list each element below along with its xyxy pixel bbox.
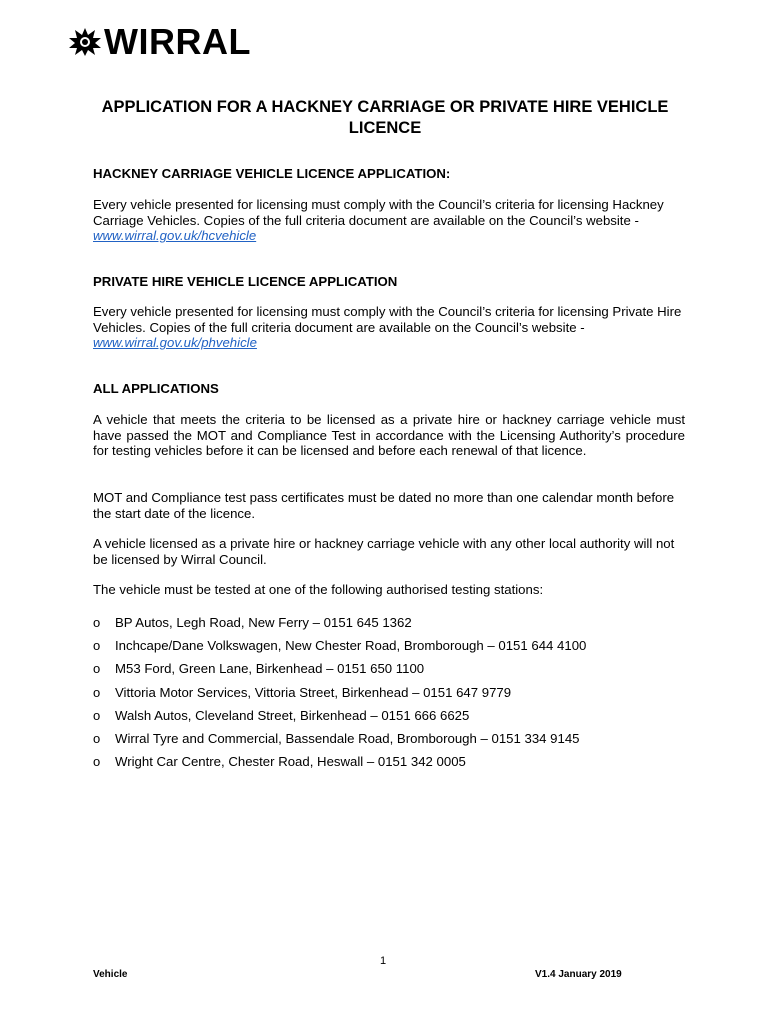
private-hire-heading: PRIVATE HIRE VEHICLE LICENCE APPLICATION — [93, 274, 398, 289]
list-item: o Vittoria Motor Services, Vittoria Street, Birkenhead – 0151 647 9779 — [93, 684, 512, 700]
footer-version: V1.4 January 2019 — [535, 969, 622, 980]
list-item: o BP Autos, Legh Road, New Ferry – 0151 645 1362 — [93, 615, 412, 631]
list-item: o Walsh Autos, Cleveland Street, Birkenhead – 0151 666 6625 — [93, 707, 470, 723]
all-applications-paragraph-3: A vehicle licensed as a private hire or hackney carriage vehicle with any other local authority will not be licensed by Wirral Council. — [93, 536, 675, 567]
all-applications-heading: ALL APPLICATIONS — [93, 381, 219, 396]
wirral-logo — [68, 21, 251, 62]
bullet-icon: o — [93, 707, 101, 723]
page-number: 1 — [380, 955, 387, 967]
all-applications-paragraph-1: A vehicle that meets the criteria to be licensed as a private hire or hackney carriage vehicle must have passed the MOT and Compliance Test in accordance with the Licensing Authority’s procedure for testing vehicles before it can be licensed and before each renewal of that licence. — [93, 412, 685, 459]
bullet-icon: o — [93, 754, 101, 770]
hackney-text: Every vehicle presented for licensing must comply with the Council’s criteria for licensing Hackney Carriage Vehicles. Copies of the full criteria document are available on the Council’s website - — [93, 197, 664, 228]
list-item: o Wirral Tyre and Commercial, Bassendale Road, Bromborough – 0151 334 9145 — [93, 731, 580, 747]
private-hire-text: Every vehicle presented for licensing must comply with the Council’s criteria for licensing Private Hire Vehicles. Copies of the full criteria document are available on the Council’s website - — [93, 304, 682, 335]
bullet-icon: o — [93, 731, 101, 747]
bullet-icon: o — [93, 661, 101, 677]
testing-stations-list — [93, 611, 586, 773]
all-applications-paragraph-4: The vehicle must be tested at one of the following authorised testing stations: — [93, 582, 544, 597]
bullet-icon: o — [93, 638, 101, 654]
bullet-icon: o — [93, 615, 101, 631]
wirral-emblem-icon — [68, 27, 102, 57]
list-item: o M53 Ford, Green Lane, Birkenhead – 0151 650 1100 — [93, 661, 425, 677]
hackney-heading: HACKNEY CARRIAGE VEHICLE LICENCE APPLICATION: — [93, 166, 451, 181]
page-title: APPLICATION FOR A HACKNEY CARRIAGE OR PRIVATE HIRE VEHICLE LICENCE — [101, 98, 669, 137]
hackney-paragraph — [93, 197, 685, 244]
list-item: o Wright Car Centre, Chester Road, Heswall – 0151 342 0005 — [93, 754, 466, 770]
all-applications-paragraph-2: MOT and Compliance test pass certificates must be dated no more than one calendar month before the start date of the licence. — [93, 490, 675, 521]
logo-text: WIRRAL — [104, 21, 251, 62]
bullet-icon: o — [93, 684, 101, 700]
list-item: o Inchcape/Dane Volkswagen, New Chester Road, Bromborough – 0151 644 4100 — [93, 638, 587, 654]
footer-document-name: Vehicle — [93, 969, 128, 980]
private-hire-link[interactable]: www.wirral.gov.uk/phvehicle — [93, 335, 257, 351]
private-hire-paragraph — [93, 304, 685, 351]
hackney-link[interactable]: www.wirral.gov.uk/hcvehicle — [93, 228, 257, 244]
